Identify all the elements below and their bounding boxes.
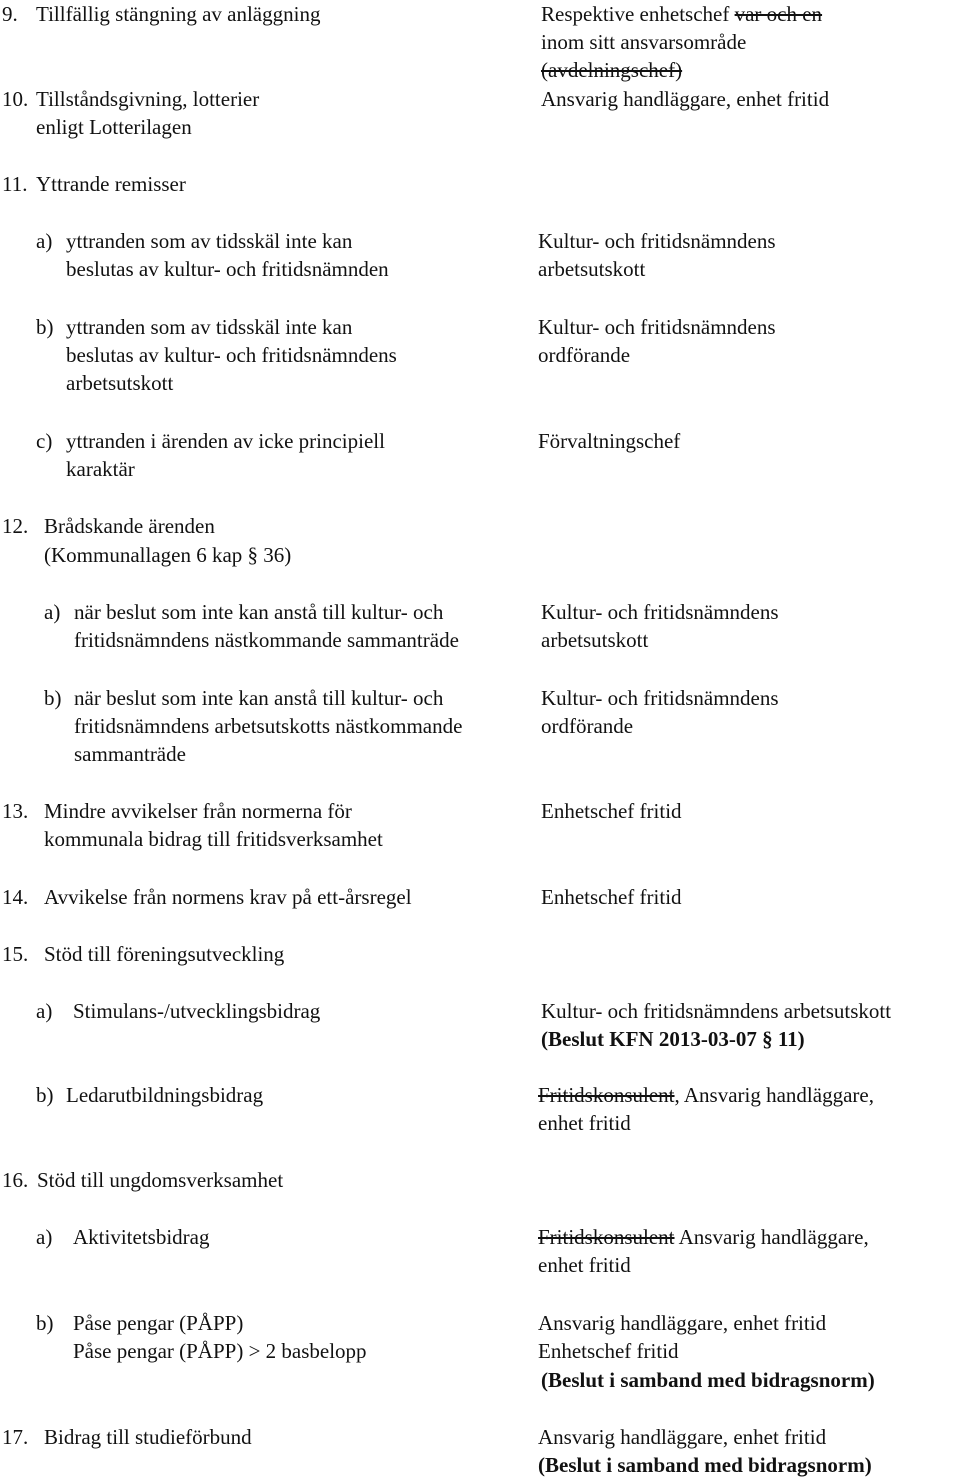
item-11c-text-line2: karaktär	[66, 457, 135, 481]
item-11a-responsible-line1: Kultur- och fritidsnämndens	[538, 229, 776, 253]
item-12b-text-line3: sammanträde	[74, 742, 186, 766]
item-17-decision-reference: (Beslut i samband med bidragsnorm)	[538, 1453, 872, 1477]
item-16-number: 16.	[2, 1168, 29, 1192]
item-11a-text-line2: beslutas av kultur- och fritidsnämnden	[66, 257, 389, 281]
item-12-title-line2: (Kommunallagen 6 kap § 36)	[44, 543, 292, 567]
item-15b-responsible-text: , Ansvarig handläggare,	[674, 1083, 874, 1107]
item-9-struck-text: var och en	[734, 2, 823, 26]
item-12a-responsible-line2: arbetsutskott	[541, 628, 649, 652]
item-12b-responsible-line2: ordförande	[541, 714, 634, 738]
item-13-number: 13.	[2, 799, 29, 823]
item-16b-text-line1: Påse pengar (PÅPP)	[73, 1311, 244, 1335]
item-12a-text-line2: fritidsnämndens nästkommande sammanträde	[74, 628, 459, 652]
item-13-title-line2: kommunala bidrag till fritidsverksamhet	[44, 827, 383, 851]
item-16a-struck-text: Fritidskonsulent	[538, 1225, 675, 1249]
item-16a-responsible-line2: enhet fritid	[538, 1253, 631, 1277]
item-10-title-line1: Tillståndsgivning, lotterier	[36, 87, 260, 111]
item-12b-responsible-line1: Kultur- och fritidsnämndens	[541, 686, 779, 710]
item-9-responsible-line2: inom sitt ansvarsområde	[541, 30, 747, 54]
item-11b-text-line1: yttranden som av tidsskäl inte kan	[66, 315, 353, 339]
item-11a-label: a)	[36, 229, 53, 253]
item-11a-responsible-line2: arbetsutskott	[538, 257, 646, 281]
item-10-responsible: Ansvarig handläggare, enhet fritid	[541, 87, 830, 111]
item-17-responsible-line1: Ansvarig handläggare, enhet fritid	[538, 1425, 827, 1449]
item-11b-responsible-line1: Kultur- och fritidsnämndens	[538, 315, 776, 339]
item-11-number: 11.	[2, 172, 28, 196]
item-12b-text-line2: fritidsnämndens arbetsutskotts nästkommande	[74, 714, 463, 738]
item-12a-label: a)	[44, 600, 61, 624]
item-10-title-line2: enligt Lotterilagen	[36, 115, 192, 139]
item-16b-decision-reference: (Beslut i samband med bidragsnorm)	[541, 1368, 875, 1392]
item-16-title: Stöd till ungdomsverksamhet	[37, 1168, 284, 1192]
item-16a-responsible-line1	[538, 1223, 869, 1251]
item-14-number: 14.	[2, 885, 29, 909]
item-9-responsible-struck-line3: (avdelningschef)	[541, 58, 683, 82]
item-16b-responsible-line1: Ansvarig handläggare, enhet fritid	[538, 1311, 827, 1335]
item-17-number: 17.	[2, 1425, 29, 1449]
item-11c-responsible: Förvaltningschef	[538, 429, 681, 453]
item-9-number: 9.	[2, 2, 18, 26]
item-11b-responsible-line2: ordförande	[538, 343, 631, 367]
item-15-title: Stöd till föreningsutveckling	[44, 942, 285, 966]
item-16b-label: b)	[36, 1311, 54, 1335]
item-12b-label: b)	[44, 686, 62, 710]
item-13-responsible: Enhetschef fritid	[541, 799, 682, 823]
item-16b-text-line2: Påse pengar (PÅPP) > 2 basbelopp	[73, 1339, 367, 1363]
item-15b-struck-text: Fritidskonsulent	[538, 1083, 675, 1107]
item-16a-text: Aktivitetsbidrag	[73, 1225, 210, 1249]
item-15a-text: Stimulans-/utvecklingsbidrag	[73, 999, 321, 1023]
item-12a-responsible-line1: Kultur- och fritidsnämndens	[541, 600, 779, 624]
item-11b-text-line2: beslutas av kultur- och fritidsnämndens	[66, 343, 397, 367]
item-14-title: Avvikelse från normens krav på ett-årsregel	[44, 885, 412, 909]
item-16b-responsible-line2: Enhetschef fritid	[538, 1339, 679, 1363]
item-9-responsible	[541, 0, 822, 28]
item-15a-decision-reference: (Beslut KFN 2013-03-07 § 11)	[541, 1027, 805, 1051]
item-11a-text-line1: yttranden som av tidsskäl inte kan	[66, 229, 353, 253]
item-15b-text: Ledarutbildningsbidrag	[66, 1083, 264, 1107]
item-15b-responsible-line2: enhet fritid	[538, 1111, 631, 1135]
item-16a-responsible-text: Ansvarig handläggare,	[674, 1225, 869, 1249]
item-15b-label: b)	[36, 1083, 54, 1107]
item-11-title: Yttrande remisser	[36, 172, 186, 196]
item-11c-label: c)	[36, 429, 53, 453]
item-13-title-line1: Mindre avvikelser från normerna för	[44, 799, 352, 823]
item-14-responsible: Enhetschef fritid	[541, 885, 682, 909]
item-15a-label: a)	[36, 999, 53, 1023]
item-11b-label: b)	[36, 315, 54, 339]
item-9-responsible-text: Respektive enhetschef	[541, 2, 735, 26]
item-15-number: 15.	[2, 942, 29, 966]
item-16a-label: a)	[36, 1225, 53, 1249]
item-15a-responsible-line1: Kultur- och fritidsnämndens arbetsutskott	[541, 999, 892, 1023]
item-11c-text-line1: yttranden i ärenden av icke principiell	[66, 429, 385, 453]
item-9-title: Tillfällig stängning av anläggning	[36, 2, 321, 26]
item-11b-text-line3: arbetsutskott	[66, 371, 174, 395]
item-12-title-line1: Brådskande ärenden	[44, 514, 215, 538]
item-15b-responsible-line1	[538, 1081, 874, 1109]
item-17-title: Bidrag till studieförbund	[44, 1425, 252, 1449]
item-12-number: 12.	[2, 514, 29, 538]
item-12a-text-line1: när beslut som inte kan anstå till kultur- och	[74, 600, 444, 624]
item-10-number: 10.	[2, 87, 29, 111]
item-12b-text-line1: när beslut som inte kan anstå till kultur- och	[74, 686, 444, 710]
